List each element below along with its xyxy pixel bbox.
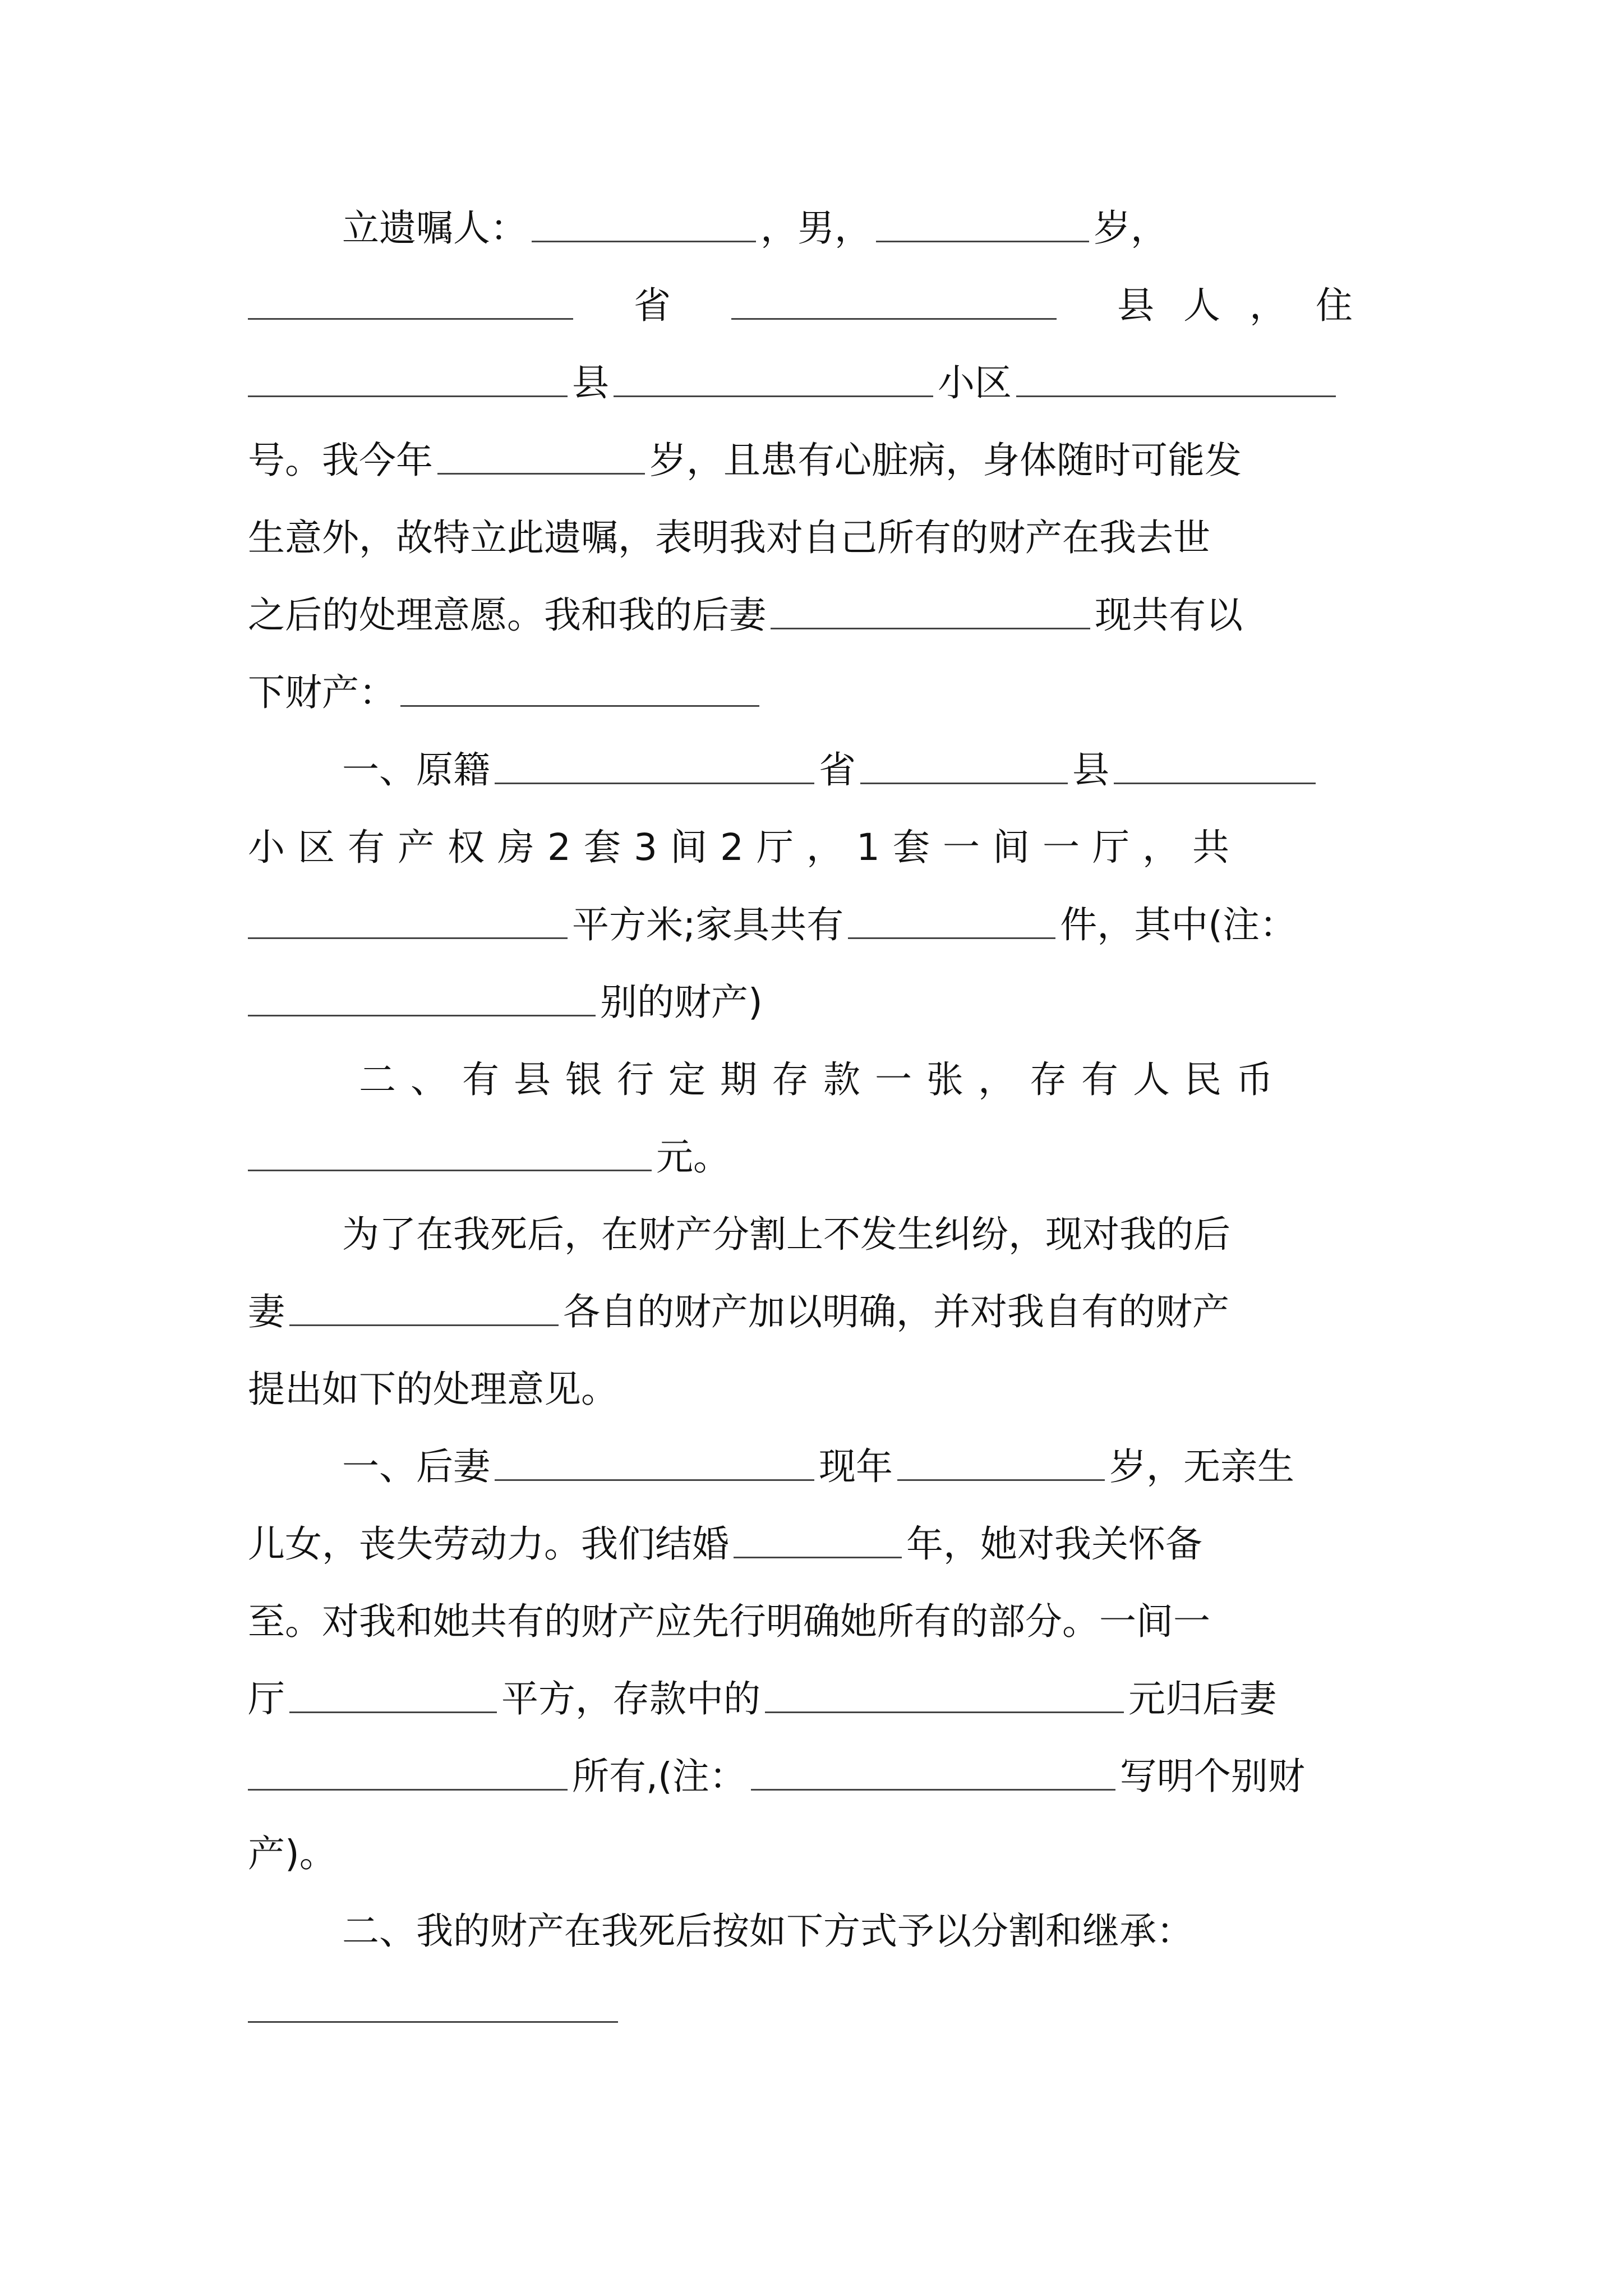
wife-label: 一、后妻 — [342, 1445, 490, 1488]
testator-label: 立遗嘱人： — [342, 206, 527, 250]
other-property-blank — [248, 1015, 596, 1016]
county-text: 县 — [572, 361, 609, 404]
inheritance-text: 二、我的财产在我死后按如下方式予以分割和继承： — [342, 1910, 1193, 1953]
yuan-text: 元。 — [656, 1135, 730, 1179]
ownership-line — [248, 1746, 1382, 1807]
hall-text: 厅 — [248, 1677, 285, 1720]
hall-line — [248, 1668, 1382, 1730]
other-property-line — [248, 972, 1382, 1033]
note-blank — [751, 1789, 1115, 1791]
opinion-line — [248, 1359, 1382, 1420]
age-line — [248, 430, 1382, 491]
wife-blank — [289, 1324, 559, 1326]
deposit-amount-line — [248, 1126, 1382, 1188]
hall-area-blank — [289, 1711, 497, 1713]
item-one-line — [342, 739, 1382, 801]
wife-age-line — [342, 1436, 1382, 1498]
ownership-text: 所有,(注： — [572, 1755, 746, 1798]
inheritance-blank-line — [248, 1978, 1382, 2040]
intent-line — [248, 507, 1382, 569]
item-one-label: 一、原籍 — [342, 748, 490, 792]
property-end-line — [248, 1823, 1382, 1885]
origin-county-blank — [860, 783, 1068, 784]
area-line — [248, 894, 1382, 956]
joint-line — [248, 1591, 1382, 1653]
no-children-text: 岁，无亲生 — [1109, 1445, 1294, 1488]
number-text: 号。我今年 — [248, 439, 433, 482]
house-text: 小区有产权房2套3间2厅，1套一间一厅，共 — [248, 826, 1242, 869]
note-text: 件，其中(注： — [1060, 903, 1297, 946]
inheritance-line — [342, 1901, 1382, 1962]
wife-text: 妻 — [248, 1290, 285, 1333]
origin-community-blank — [1114, 783, 1316, 784]
house-line — [248, 817, 1382, 878]
community-blank — [614, 395, 933, 397]
deposit-line — [359, 1049, 1382, 1111]
clarify-text: 各自的财产加以明确，并对我自有的财产 — [563, 1290, 1229, 1333]
savings-text: 平方，存款中的 — [501, 1677, 760, 1720]
care-text: 年，她对我关怀备 — [906, 1522, 1202, 1566]
dispute-text: 为了在我死后，在财产分割上不发生纠纷，现对我的后 — [342, 1213, 1230, 1256]
origin-province-blank — [495, 783, 814, 784]
origin-province-text: 省 — [819, 748, 856, 792]
wife-age-blank — [897, 1479, 1105, 1481]
spouse-blank — [771, 628, 1090, 629]
province-blank — [248, 318, 573, 320]
intent-text: 生意外，故特立此遗嘱，表明我对自己所有的财产在我去世 — [248, 516, 1210, 559]
gender-text: ，男， — [760, 206, 872, 250]
joint-text: 至。对我和她共有的财产应先行明确她所有的部分。一间一 — [248, 1600, 1210, 1643]
opinion-text: 提出如下的处理意见。 — [248, 1368, 618, 1411]
other-property-text: 别的财产) — [600, 981, 763, 1024]
county-blank — [731, 318, 1057, 320]
deposit-amount-blank — [248, 1170, 652, 1171]
savings-amount-blank — [765, 1711, 1124, 1713]
health-text: 岁，且患有心脏病，身体随时可能发 — [649, 439, 1242, 482]
testator-line — [342, 197, 1382, 259]
furniture-text: 平方米;家具共有 — [572, 903, 844, 946]
community-text: 小区 — [938, 361, 1012, 404]
property-line — [248, 662, 1382, 724]
age-unit-text: 岁， — [1094, 206, 1168, 250]
wife-age-text: 现年 — [819, 1445, 893, 1488]
spouse-text: 之后的处理意愿。我和我的后妻 — [248, 593, 766, 637]
origin-line — [248, 275, 1382, 337]
age-blank — [876, 241, 1089, 242]
property-label: 下财产： — [248, 671, 396, 714]
address-county-blank — [248, 395, 568, 397]
name-blank — [532, 241, 756, 242]
province-text: 省 — [634, 284, 671, 327]
area-blank — [248, 937, 568, 939]
furniture-count-blank — [848, 937, 1055, 939]
property-end-text: 产)。 — [248, 1832, 336, 1875]
deposit-text: 二、有县银行定期存款一张，存有人民币 — [359, 1058, 1288, 1101]
wife-name-blank — [495, 1479, 814, 1481]
property-blank — [400, 705, 759, 707]
origin-county-text: 县 — [1072, 748, 1109, 792]
address-line — [248, 352, 1382, 414]
current-age-blank — [437, 473, 645, 475]
dispute-line — [342, 1204, 1382, 1266]
owner-blank — [248, 1789, 568, 1791]
marriage-line — [248, 1513, 1382, 1575]
marriage-years-blank — [734, 1557, 902, 1558]
residence-text: 县人，住 — [1117, 284, 1382, 327]
wife-owns-text: 元归后妻 — [1128, 1677, 1276, 1720]
clarify-line — [248, 1281, 1382, 1343]
specify-text: 写明个别财 — [1119, 1755, 1305, 1798]
inheritance-blank — [248, 2021, 618, 2023]
joint-property-text: 现共有以 — [1095, 593, 1243, 637]
marriage-text: 儿女，丧失劳动力。我们结婚 — [248, 1522, 729, 1566]
spouse-line — [248, 585, 1382, 646]
number-blank — [1016, 395, 1336, 397]
